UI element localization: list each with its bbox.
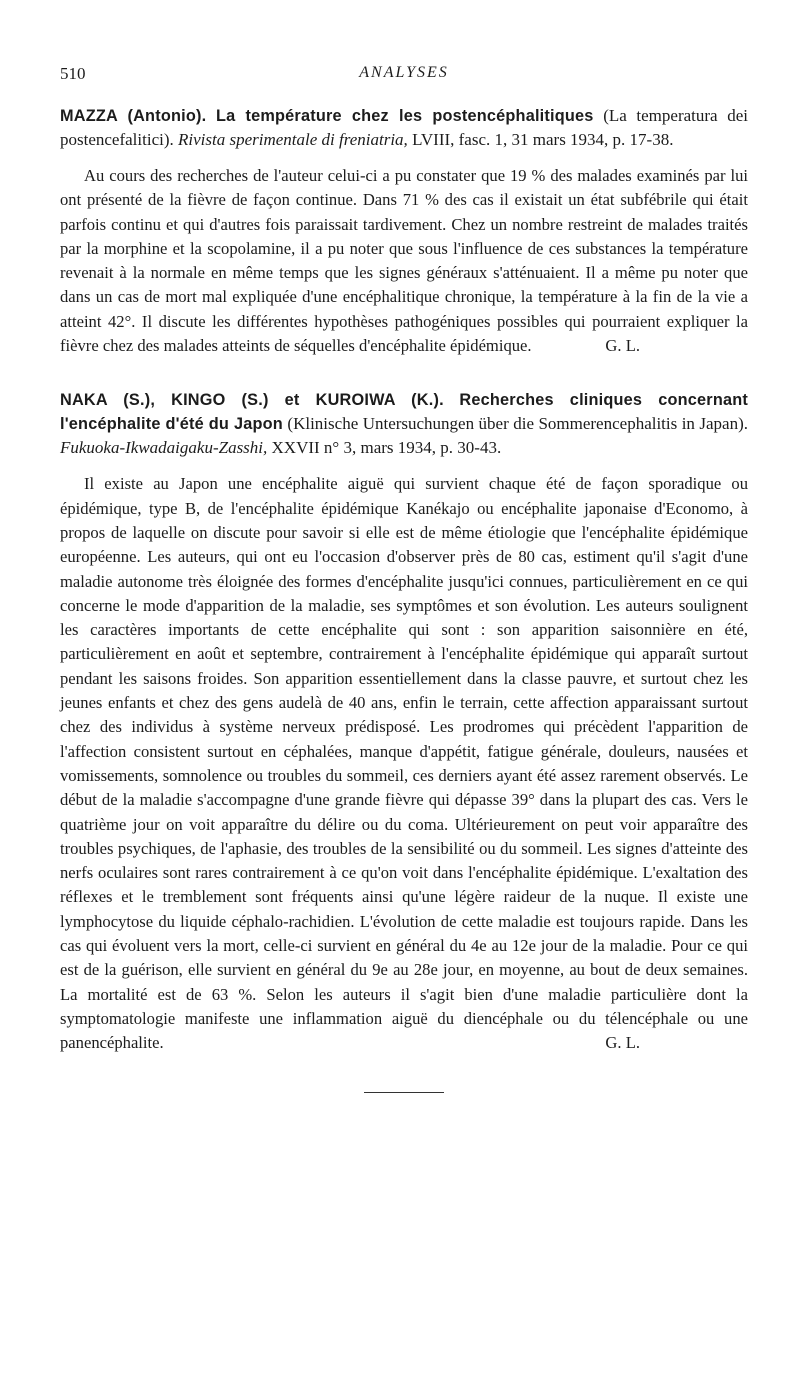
- running-title: ANALYSES: [359, 64, 449, 81]
- citation-journal: Fukuoka-Ikwadaigaku-Zasshi,: [60, 438, 268, 458]
- page-number: 510: [60, 64, 86, 83]
- citation: [60, 104, 748, 152]
- citation-title: La température chez les postencéphalitiques: [215, 107, 594, 125]
- abstract-text: [60, 164, 748, 358]
- citation: [60, 388, 748, 460]
- reviewer-signature: G. L.: [605, 1033, 640, 1053]
- citation-reference: LVIII, fasc. 1, 31 mars 1934, p. 17-38.: [412, 130, 674, 149]
- citation-journal: Rivista sperimentale di freniatria,: [178, 130, 408, 149]
- citation-subtitle: (La temperatura dei postencefalitici).: [60, 106, 748, 149]
- reviewer-signature: G. L.: [605, 336, 640, 356]
- abstract-text: [60, 472, 748, 1055]
- citation-reference: XXVII n° 3, mars 1934, p. 30-43.: [271, 438, 502, 458]
- citation-subtitle: (Klinische Untersuchungen über die Sommerencephalitis in Japan).: [287, 414, 748, 434]
- section-divider: [364, 1092, 444, 1093]
- citation-title: Recherches cliniques concernant l'encéphalite d'été du Japon: [60, 391, 749, 434]
- running-head: [60, 60, 748, 90]
- abstract-body: Il existe au Japon une encéphalite aiguë qui survient chaque été de façon sporadique ou épidémique, type B, de l'encéphalite épidémique Kanékajo ou encéphalite japonaise d'Economo, à propos de laquelle on discute pour savoir si elle est de même étiologie que l'encéphalite épidémique européenne. Les auteurs, qui ont eu l'occasion d'observer près de 80 cas, estiment qu'il s'agit d'une maladie autonome très éloignée des formes d'encéphalite jusqu'ici connues, particulièrement en ce qui concerne le mode d'apparition de la maladie, ses symptômes et son évolution. Les auteurs soulignent les caractères importants de cette encéphalite qui sont : son apparition saisonnière en été, particulièrement en août et septembre, contrairement à l'encéphalite épidémique qui apparaît surtout pendant les saisons froides. Son apparition essentiellement dans la classe pauvre, et surtout chez les jeunes enfants et chez des gens audelà de 40 ans, enfin le terrain, cette affection apparaissant surtout chez des individus à système nerveux prédisposé. Les prodromes qui précèdent l'apparition de l'affection consistent surtout en céphalées, manque d'appétit, fatigue générale, douleurs, nausées et vomissements, somnolence ou troubles du sommeil, ces derniers ayant été assez rarement observés. Le début de la maladie s'accompagne d'une grande fièvre qui dépasse 39° dans la plupart des cas. Vers le quatrième jour on voit apparaître du délire ou du coma. Ultérieurement on peut voir apparaître des troubles psychiques, de l'aphasie, des troubles de la sensibilité ou du sommeil. Les signes d'atteinte des nerfs oculaires sont rares contrairement à ce qu'on voit dans l'encéphalite épidémique. L'exaltation des réflexes et le tremblement sont fréquents ainsi qu'une légère raideur de la nuque. Il existe une lymphocytose du liquide céphalo-rachidien. L'évolution de cette maladie est toujours rapide. Dans les cas qui évoluent vers la mort, celle-ci survient en général du 4e au 12e jour de la maladie. Pour ce qui est de la guérison, elle survient en général du 9e au 28e jour, en moyenne, au bout de deux semaines. La mortalité est de 63 %. Selon les auteurs il s'agit bien d'une maladie particulière dont la symptomatologie manifeste une inflammation aiguë du diencéphale ou du télencéphale ou une panencéphalite.: [60, 474, 748, 1053]
- abstract-body: Au cours des recherches de l'auteur celui-ci a pu constater que 19 % des malades examinés par lui ont présenté de la fièvre de façon continue. Dans 71 % des cas il existait un état subfébrile qui était parfois continu et qui d'autres fois paraissait tardivement. Chez un nombre restreint de malades traités par la morphine et la scopolamine, il a pu noter que sous l'influence de ces substances la température revenait à la normale en même temps que les signes généraux s'atténuaient. Il a même pu noter que dans un cas de mort mal expliquée d'une encéphalitique chronique, la température à la fin de la vie a atteint 42°. Il discute les différentes hypothèses pathogéniques possibles qui pourraient expliquer la fièvre chez des malades atteints de séquelles d'encéphalite épidémique.: [60, 166, 748, 356]
- citation-authors: NAKA (S.), KINGO (S.) et KUROIWA (K.).: [60, 391, 444, 410]
- abstract-entry: [60, 388, 748, 1055]
- abstract-entry: [60, 104, 748, 358]
- citation-authors: MAZZA (Antonio).: [60, 107, 207, 125]
